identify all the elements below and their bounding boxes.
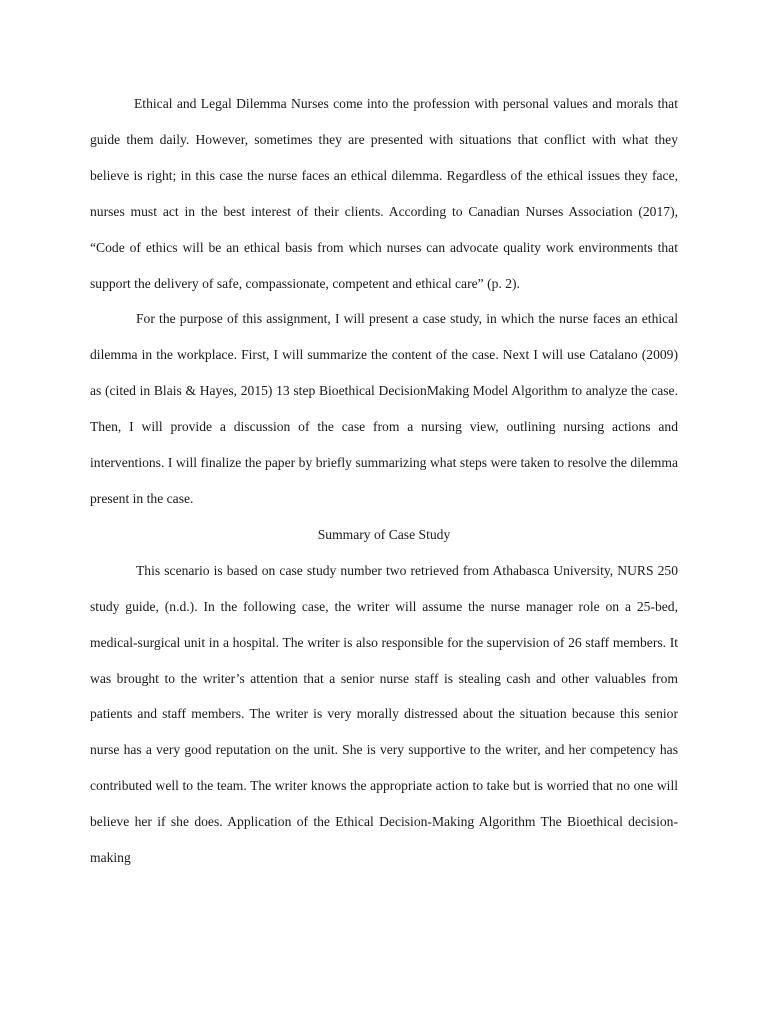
intro-paragraph: [90, 86, 678, 301]
intro-paragraph-text: Ethical and Legal Dilemma Nurses come into the profession with personal values and morals that guide them daily. However, sometimes they are presented with situations that conflict with what they believe is right; in this case the nurse faces an ethical dilemma. Regardless of the ethical issues they face, nurses must act in the best interest of their clients. According to Canadian Nurses Association (2017), “Code of ethics will be an ethical basis from which nurses can advocate quality work environments that support the delivery of safe, compassionate, competent and ethical care” (p. 2).: [90, 96, 678, 291]
case-summary-paragraph: [90, 553, 678, 876]
section-heading: Summary of Case Study: [317, 526, 451, 542]
case-summary-paragraph-text: This scenario is based on case study number two retrieved from Athabasca University, NURS 250 study guide, (n.d.). In the following case, the writer will assume the nurse manager role on a 25-bed, medical-surgical unit in a hospital. The writer is also responsible for the supervision of 26 staff members. It was brought to the writer’s attention that a senior nurse staff is stealing cash and other valuables from patients and staff members. The writer is very morally distressed about the situation because this senior nurse has a very good reputation on the unit. She is very supportive to the writer, and her competency has contributed well to the team. The writer knows the appropriate action to take but is worried that no one will believe her if she does. Application of the Ethical Decision-Making Algorithm The Bioethical decision-making: [90, 562, 678, 866]
purpose-paragraph: [90, 301, 678, 516]
document-page: [90, 86, 678, 876]
purpose-paragraph-text: For the purpose of this assignment, I will present a case study, in which the nurse faces an ethical dilemma in the workplace. First, I will summarize the content of the case. Next I will use Catalano (2009) as (cited in Blais & Hayes, 2015) 13 step Bioethical DecisionMaking Model Algorithm to analyze the case. Then, I will provide a discussion of the case from a nursing view, outlining nursing actions and interventions. I will finalize the paper by briefly summarizing what steps were taken to resolve the dilemma present in the case.: [90, 311, 678, 506]
